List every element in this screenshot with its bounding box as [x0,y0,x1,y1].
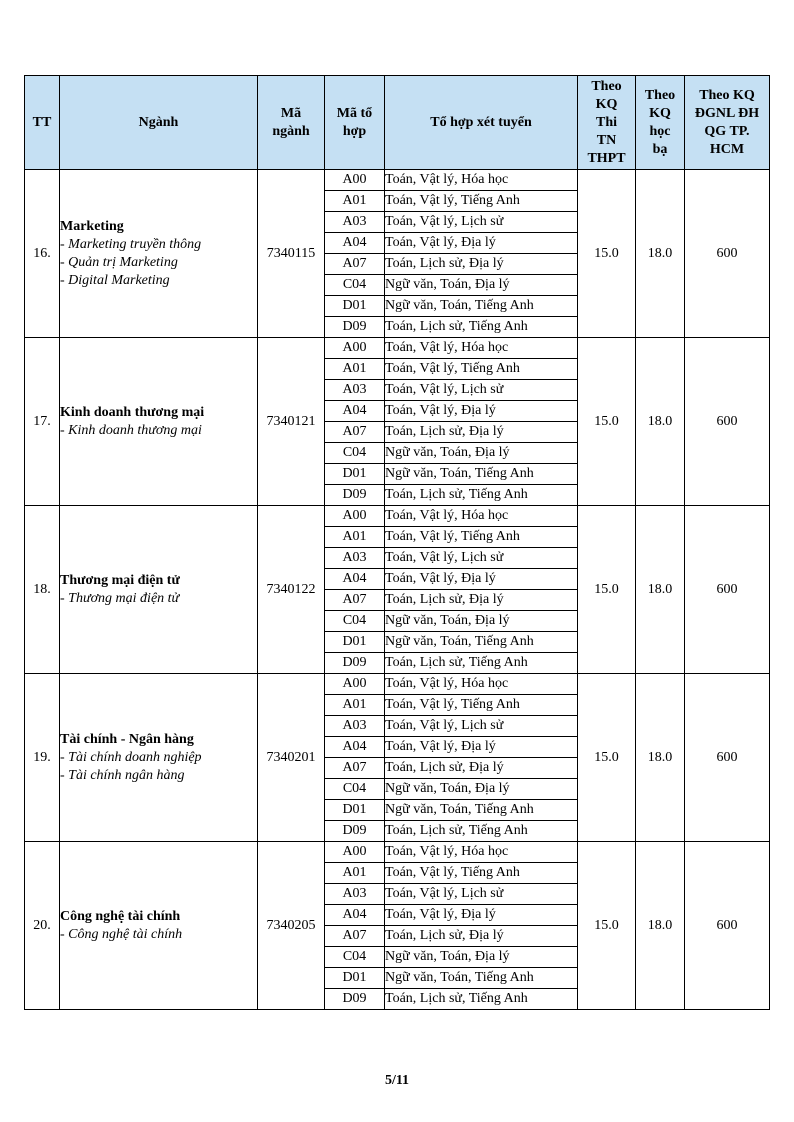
specialization: - Công nghệ tài chính [60,926,183,942]
major-code: 7340201 [258,674,325,842]
row-number: 18. [25,506,60,674]
combo-subjects: Toán, Vật lý, Tiếng Anh [385,695,578,716]
combo-subjects: Toán, Lịch sử, Địa lý [385,254,578,275]
major-cell [60,506,258,674]
combo-code: A03 [325,548,385,569]
combo-code: C04 [325,611,385,632]
combo-subjects: Toán, Lịch sử, Tiếng Anh [385,653,578,674]
combo-code: D09 [325,317,385,338]
table-row [25,842,770,863]
combo-subjects: Toán, Lịch sử, Địa lý [385,926,578,947]
combo-code: A00 [325,842,385,863]
combo-code: C04 [325,443,385,464]
header-ma-to-hop-label: Mã tổ hợp [336,105,373,139]
score-thpt: 15.0 [578,674,636,842]
combo-code: A01 [325,359,385,380]
combo-code: A04 [325,569,385,590]
header-to-hop: Tổ hợp xét tuyển [385,76,578,170]
score-hoc-ba: 18.0 [636,338,685,506]
header-kq-hoc-ba-label: Theo KQ học bạ [644,87,676,157]
combo-subjects: Toán, Lịch sử, Địa lý [385,422,578,443]
combo-subjects: Toán, Vật lý, Hóa học [385,842,578,863]
table-row [25,170,770,191]
combo-subjects: Toán, Vật lý, Lịch sử [385,716,578,737]
major-cell [60,170,258,338]
table-body [25,170,770,1010]
specialization: - Quản trị Marketing [60,254,178,270]
score-thpt: 15.0 [578,338,636,506]
specialization: - Tài chính ngân hàng [60,767,185,783]
combo-subjects: Toán, Vật lý, Lịch sử [385,212,578,233]
header-kq-thi-label: Theo KQ Thi TN THPT [587,78,626,166]
combo-subjects: Toán, Vật lý, Địa lý [385,737,578,758]
combo-code: D09 [325,485,385,506]
combo-subjects: Toán, Vật lý, Lịch sử [385,380,578,401]
combo-subjects: Toán, Vật lý, Địa lý [385,569,578,590]
table-row [25,506,770,527]
combo-subjects: Toán, Vật lý, Tiếng Anh [385,527,578,548]
major-name: Kinh doanh thương mại [60,404,205,420]
major-cell [60,842,258,1010]
combo-code: A07 [325,422,385,443]
combo-subjects: Toán, Vật lý, Tiếng Anh [385,359,578,380]
combo-subjects: Ngữ văn, Toán, Tiếng Anh [385,464,578,485]
combo-code: A07 [325,254,385,275]
combo-code: D09 [325,989,385,1010]
combo-subjects: Toán, Vật lý, Tiếng Anh [385,863,578,884]
combo-code: A04 [325,737,385,758]
specialization: - Kinh doanh thương mại [60,422,202,438]
combo-subjects: Ngữ văn, Toán, Địa lý [385,779,578,800]
combo-subjects: Toán, Vật lý, Hóa học [385,338,578,359]
combo-code: A04 [325,233,385,254]
combo-code: A03 [325,716,385,737]
combo-code: A01 [325,695,385,716]
specialization: - Tài chính doanh nghiệp [60,749,202,765]
combo-code: A00 [325,338,385,359]
score-thpt: 15.0 [578,506,636,674]
combo-code: D01 [325,632,385,653]
combo-subjects: Ngữ văn, Toán, Tiếng Anh [385,968,578,989]
score-dgnl: 600 [685,674,770,842]
row-number: 20. [25,842,60,1010]
major-name: Marketing [60,218,124,234]
major-code: 7340115 [258,170,325,338]
header-kq-hoc-ba [636,76,685,170]
combo-subjects: Ngữ văn, Toán, Địa lý [385,611,578,632]
combo-code: C04 [325,275,385,296]
combo-code: D01 [325,296,385,317]
table-row [25,674,770,695]
score-hoc-ba: 18.0 [636,170,685,338]
combo-code: A00 [325,506,385,527]
specialization: - Digital Marketing [60,272,170,288]
page-number: 5/11 [384,1073,410,1088]
row-number: 16. [25,170,60,338]
major-code: 7340121 [258,338,325,506]
row-number: 17. [25,338,60,506]
header-ma-nganh [258,76,325,170]
combo-code: A07 [325,590,385,611]
combo-subjects: Toán, Vật lý, Hóa học [385,674,578,695]
header-tt: TT [25,76,60,170]
combo-code: A04 [325,401,385,422]
score-dgnl: 600 [685,506,770,674]
combo-code: A01 [325,527,385,548]
combo-subjects: Toán, Lịch sử, Địa lý [385,758,578,779]
combo-code: A00 [325,170,385,191]
combo-code: A07 [325,926,385,947]
score-dgnl: 600 [685,170,770,338]
combo-subjects: Ngữ văn, Toán, Tiếng Anh [385,296,578,317]
header-kq-dgnl [685,76,770,170]
major-code: 7340122 [258,506,325,674]
score-hoc-ba: 18.0 [636,506,685,674]
combo-subjects: Toán, Lịch sử, Địa lý [385,590,578,611]
score-dgnl: 600 [685,338,770,506]
combo-subjects: Ngữ văn, Toán, Địa lý [385,947,578,968]
combo-subjects: Toán, Vật lý, Hóa học [385,506,578,527]
header-kq-thi [578,76,636,170]
combo-code: A03 [325,212,385,233]
header-row [25,76,770,170]
combo-code: D01 [325,968,385,989]
admissions-table [24,75,770,1010]
combo-subjects: Toán, Vật lý, Địa lý [385,233,578,254]
combo-subjects: Ngữ văn, Toán, Tiếng Anh [385,632,578,653]
table-row [25,338,770,359]
major-name: Công nghệ tài chính [60,908,181,924]
header-kq-dgnl-label: Theo KQ ĐGNL ĐH QG TP. HCM [694,87,760,157]
combo-subjects: Toán, Vật lý, Lịch sử [385,548,578,569]
combo-subjects: Toán, Vật lý, Hóa học [385,170,578,191]
score-dgnl: 600 [685,842,770,1010]
major-cell [60,338,258,506]
combo-code: D01 [325,800,385,821]
score-thpt: 15.0 [578,170,636,338]
major-cell [60,674,258,842]
combo-subjects: Ngữ văn, Toán, Địa lý [385,443,578,464]
header-nganh: Ngành [60,76,258,170]
combo-code: A00 [325,674,385,695]
header-ma-nganh-label: Mã ngành [272,105,310,139]
major-name: Tài chính - Ngân hàng [60,731,194,747]
combo-code: D09 [325,821,385,842]
combo-code: A03 [325,380,385,401]
combo-subjects: Toán, Vật lý, Địa lý [385,401,578,422]
combo-code: C04 [325,947,385,968]
combo-code: D01 [325,464,385,485]
combo-code: A01 [325,191,385,212]
major-name: Thương mại điện tử [60,572,180,588]
header-ma-to-hop [325,76,385,170]
combo-code: D09 [325,653,385,674]
major-code: 7340205 [258,842,325,1010]
combo-code: A03 [325,884,385,905]
combo-subjects: Toán, Lịch sử, Tiếng Anh [385,821,578,842]
combo-subjects: Toán, Lịch sử, Tiếng Anh [385,317,578,338]
score-hoc-ba: 18.0 [636,842,685,1010]
score-hoc-ba: 18.0 [636,674,685,842]
combo-code: A07 [325,758,385,779]
combo-subjects: Ngữ văn, Toán, Tiếng Anh [385,800,578,821]
combo-subjects: Ngữ văn, Toán, Địa lý [385,275,578,296]
specialization: - Thương mại điện tử [60,590,180,606]
combo-subjects: Toán, Vật lý, Tiếng Anh [385,191,578,212]
combo-subjects: Toán, Vật lý, Địa lý [385,905,578,926]
combo-code: A04 [325,905,385,926]
score-thpt: 15.0 [578,842,636,1010]
combo-subjects: Toán, Lịch sử, Tiếng Anh [385,989,578,1010]
combo-code: C04 [325,779,385,800]
combo-subjects: Toán, Vật lý, Lịch sử [385,884,578,905]
specialization: - Marketing truyền thông [60,236,202,252]
combo-code: A01 [325,863,385,884]
row-number: 19. [25,674,60,842]
combo-subjects: Toán, Lịch sử, Tiếng Anh [385,485,578,506]
